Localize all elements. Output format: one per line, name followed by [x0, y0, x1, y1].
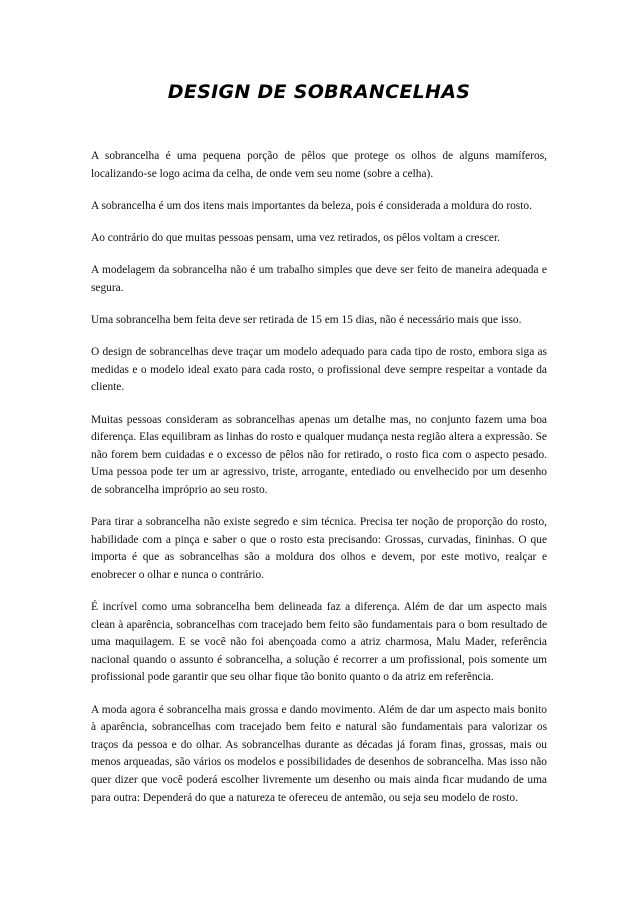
paragraph-8: Para tirar a sobrancelha não existe segredo e sim técnica. Precisa ter noção de proporção do rosto, habilidade com a pinça e saber o que o rosto esta precisando: Grossas, curvadas, fininhas. O que importa é que as sobrancelhas são a moldura dos olhos e devem, por este motivo, realçar e enobrecer o olhar e nunca o contrário. [91, 516, 547, 581]
paragraph-10: A moda agora é sobrancelha mais grossa e dando movimento. Além de dar um aspecto mais bonito à aparência, sobrancelhas com tracejado bem feito e natural são fundamentais para valorizar os traços da pessoa e do olhar. As sobrancelhas durante as décadas já foram finas, grossas, mais ou menos arqueadas, são vários os modelos e possibilidades de desenhos de sobrancelha. Mas isso não quer dizer que você poderá escolher livremente um desenho ou mais ainda ficar mudando de uma para outra: Dependerá do que a natureza te ofereceu de antemão, ou seja seu modelo de rosto. [91, 703, 547, 804]
paragraph-6: O design de sobrancelhas deve traçar um modelo adequado para cada tipo de rosto, embora siga as medidas e o modelo ideal exato para cada rosto, o profissional deve sempre respeitar a vontade da cliente. [91, 346, 547, 394]
paragraph-5: Uma sobrancelha bem feita deve ser retirada de 15 em 15 dias, não é necessário mais que isso. [91, 313, 522, 326]
paragraph-4: A modelagem da sobrancelha não é um trabalho simples que deve ser feito de maneira adequada e segura. [91, 264, 547, 294]
paragraph-2: A sobrancelha é um dos itens mais importantes da beleza, pois é considerada a moldura do rosto. [91, 199, 532, 212]
paragraph-9: É incrível como uma sobrancelha bem delineada faz a diferença. Além de dar um aspecto mais clean à aparência, sobrancelhas com tracejado bem feito são fundamentais para o bom resultado de uma maquilagem. E se você não foi abençoada como a atriz charmosa, Malu Mader, referência nacional quando o assunto é sobrancelha, a solução é recorrer a um profissional, pois somente um profissional pode garantir que seu olhar fique tão bonito quanto o da atriz em referência. [91, 601, 547, 684]
document-title: DESIGN DE SOBRANCELHAS [167, 81, 471, 103]
paragraph-7: Muitas pessoas consideram as sobrancelhas apenas um detalhe mas, no conjunto fazem uma boa diferença. Elas equilibram as linhas do rosto e qualquer mudança nesta região altera a expressão. Se não forem bem cuidadas e o excesso de pêlos não for retirado, o rosto fica com o aspecto pesado. Uma pessoa pode ter um ar agressivo, triste, arrogante, entediado ou envelhecido por um desenho de sobrancelha impróprio ao seu rosto. [91, 413, 547, 496]
document-body [91, 148, 547, 822]
paragraph-3: Ao contrário do que muitas pessoas pensam, uma vez retirados, os pêlos voltam a crescer. [91, 231, 500, 244]
paragraph-1: A sobrancelha é uma pequena porção de pêlos que protege os olhos de alguns mamíferos, localizando-se logo acima da celha, de onde vem seu nome (sobre a celha). [91, 150, 547, 180]
